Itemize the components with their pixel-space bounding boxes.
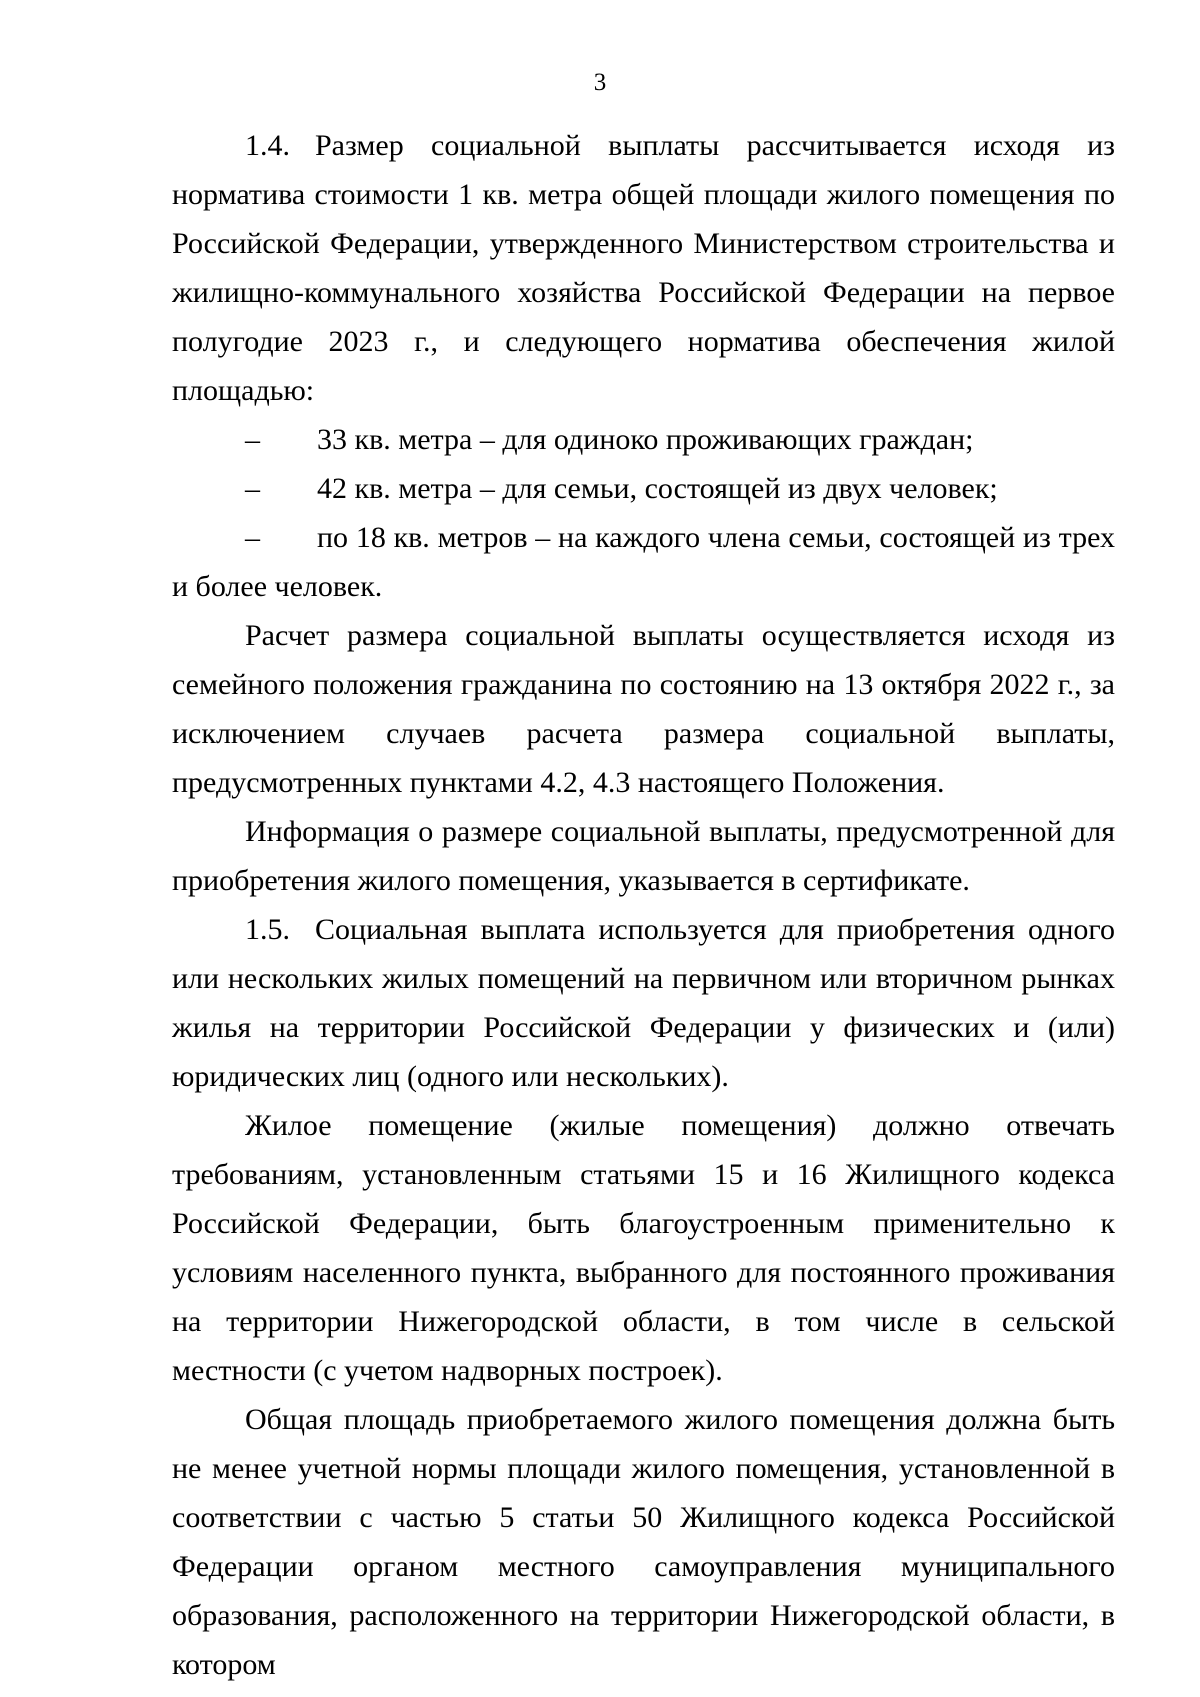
list-item: [172, 415, 1115, 464]
clause-number: 1.5.: [245, 913, 290, 946]
document-body: [172, 121, 1115, 1689]
paragraph: Информация о размере социальной выплаты, предусмотренной для приобретения жилого помещения, указывается в сертификате.: [172, 815, 1115, 897]
dash-marker: –: [245, 423, 260, 456]
dash-marker: –: [245, 521, 260, 554]
dash-marker: –: [245, 472, 260, 505]
page-number: 3: [593, 69, 607, 96]
clause-number: 1.4.: [245, 129, 290, 162]
list-item: [172, 464, 1115, 513]
clause-text: Социальная выплата используется для приобретения одного или нескольких жилых помещений на первичном или вторичном рынках жилья на территории Российской Федерации у физических и (или) юридических лиц (одного или нескольких).: [172, 913, 1115, 1093]
paragraph: Общая площадь приобретаемого жилого помещения должна быть не менее учетной нормы площади жилого помещения, установленной в соответствии с частью 5 статьи 50 Жилищного кодекса Российской Федерации органом местного самоуправления муниципального образования, расположенного на территории Нижегородской области, в котором: [172, 1403, 1115, 1681]
list-item-text: 33 кв. метра – для одиноко проживающих граждан;: [317, 423, 974, 456]
clause-1-5: [172, 905, 1115, 1101]
list-item-text: по 18 кв. метров – на каждого члена семьи, состоящей из трех и более человек.: [172, 521, 1115, 603]
list-item: [172, 513, 1115, 611]
paragraph: Расчет размера социальной выплаты осуществляется исходя из семейного положения гражданина по состоянию на 13 октября 2022 г., за исключением случаев расчета размера социальной выплаты, предусмотренных пунктами 4.2, 4.3 настоящего Положения.: [172, 619, 1115, 799]
clause-1-4: [172, 121, 1115, 415]
list-item-text: 42 кв. метра – для семьи, состоящей из двух человек;: [317, 472, 998, 505]
clause-text: Размер социальной выплаты рассчитывается исходя из норматива стоимости 1 кв. метра общей площади жилого помещения по Российской Федерации, утвержденного Министерством строительства и жилищно-коммунального хозяйства Российской Федерации на первое полугодие 2023 г., и следующего норматива обеспечения жилой площадью:: [172, 129, 1115, 407]
paragraph: Жилое помещение (жилые помещения) должно отвечать требованиям, установленным статьями 15 и 16 Жилищного кодекса Российской Федерации, быть благоустроенным применительно к условиям населенного пункта, выбранного для постоянного проживания на территории Нижегородской области, в том числе в сельской местности (с учетом надворных построек).: [172, 1109, 1115, 1387]
